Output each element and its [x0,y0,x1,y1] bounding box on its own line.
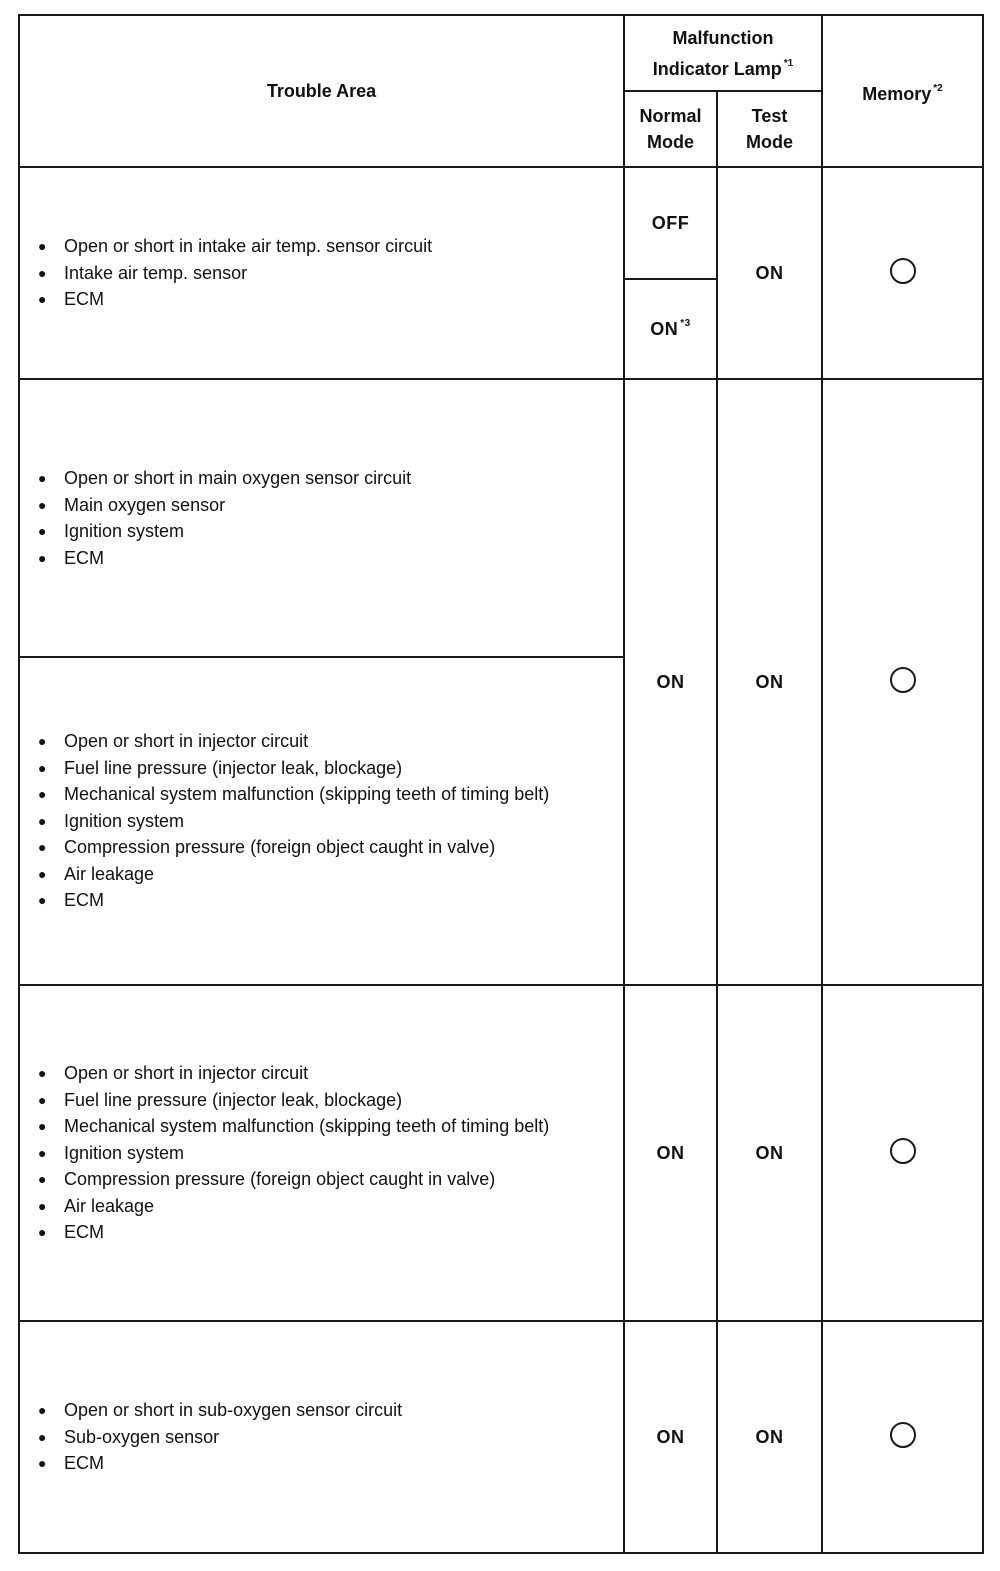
mil-header-text: Malfunction Indicator Lamp [652,27,782,79]
trouble-area-item: ● Open or short in main oxygen sensor circuit [36,465,583,492]
normal-mode-value [624,167,717,279]
trouble-area-item: ● ECM [36,887,583,914]
test-mode-value [717,167,822,379]
test-mode-value-text: ON [755,1426,784,1447]
memory-header-label: Memory [862,83,932,104]
trouble-area-item: ● Ignition system [36,808,583,835]
circle-mark-icon [890,667,916,693]
trouble-area-item: ● Sub-oxygen sensor [36,1424,583,1451]
trouble-area-item: ● Mechanical system malfunction (skipping teeth of timing belt) [36,781,583,808]
trouble-area-item: ● Ignition system [36,518,583,545]
trouble-area-item: ● ECM [36,545,583,572]
test-mode-value [717,985,822,1321]
trouble-area-item: ● ECM [36,1450,583,1477]
normal-mode-value [624,985,717,1321]
trouble-area-item: ● ECM [36,1219,583,1246]
test-mode-value [717,1321,822,1553]
normal-mode-value-text: ON [656,1426,685,1447]
trouble-area-list [20,1397,623,1477]
trouble-area-item: ● Compression pressure (foreign object caught in valve) [36,1166,583,1193]
trouble-area-item: ● Mechanical system malfunction (skipping teeth of timing belt) [36,1113,583,1140]
test-mode-header-label: Test Mode [746,106,793,152]
normal-mode-value-text: OFF [651,212,690,233]
normal-mode-value-text: ON [656,1142,685,1163]
trouble-area-cell [19,657,624,985]
normal-mode-value [624,379,717,985]
test-mode-value-text: ON [755,262,784,283]
trouble-area-item: ● Air leakage [36,861,583,888]
memory-cell [822,167,983,379]
normal-mode-header-label: Normal Mode [639,106,702,152]
trouble-area-item: ● Open or short in injector circuit [36,728,583,755]
test-mode-header [717,91,822,167]
trouble-area-item: ● Air leakage [36,1193,583,1220]
test-mode-value [717,379,822,985]
trouble-area-item: ● Open or short in intake air temp. sensor circuit [36,233,583,260]
memory-header [822,15,983,167]
footnote-mark: *3 [680,318,691,329]
trouble-area-item: ● Open or short in injector circuit [36,1060,583,1087]
normal-mode-value [624,279,717,379]
normal-mode-header [624,91,717,167]
test-mode-value-text: ON [755,671,784,692]
trouble-area-list [20,233,623,313]
trouble-area-item: ● Open or short in sub-oxygen sensor circuit [36,1397,583,1424]
trouble-table-sheet [18,14,984,1554]
mil-header-label [648,25,798,82]
memory-footnote-mark: *2 [933,82,943,94]
trouble-table [18,14,984,1554]
trouble-area-item: ● Compression pressure (foreign object caught in valve) [36,834,583,861]
circle-mark-icon [890,1138,916,1164]
trouble-area-cell [19,167,624,379]
trouble-area-cell [19,1321,624,1553]
test-mode-value-text: ON [755,1142,784,1163]
trouble-area-cell [19,985,624,1321]
trouble-area-list [20,465,623,571]
memory-cell [822,379,983,985]
trouble-area-item: ● ECM [36,286,583,313]
trouble-area-item: ● Intake air temp. sensor [36,260,583,287]
circle-mark-icon [890,258,916,284]
memory-cell [822,1321,983,1553]
memory-cell [822,985,983,1321]
circle-mark-icon [890,1422,916,1448]
trouble-area-item: ● Fuel line pressure (injector leak, blockage) [36,1087,583,1114]
trouble-area-cell [19,379,624,657]
normal-mode-value-text: ON [656,671,685,692]
trouble-area-list [20,728,623,914]
trouble-area-item: ● Fuel line pressure (injector leak, blockage) [36,755,583,782]
mil-footnote-mark: *1 [783,57,794,69]
trouble-area-header-label: Trouble Area [266,81,377,101]
trouble-area-item: ● Main oxygen sensor [36,492,583,519]
trouble-area-item: ● Ignition system [36,1140,583,1167]
normal-mode-value [624,1321,717,1553]
trouble-area-list [20,1060,623,1246]
normal-mode-value-text: ON [650,319,679,339]
trouble-area-header [19,15,624,167]
mil-header [624,15,822,91]
